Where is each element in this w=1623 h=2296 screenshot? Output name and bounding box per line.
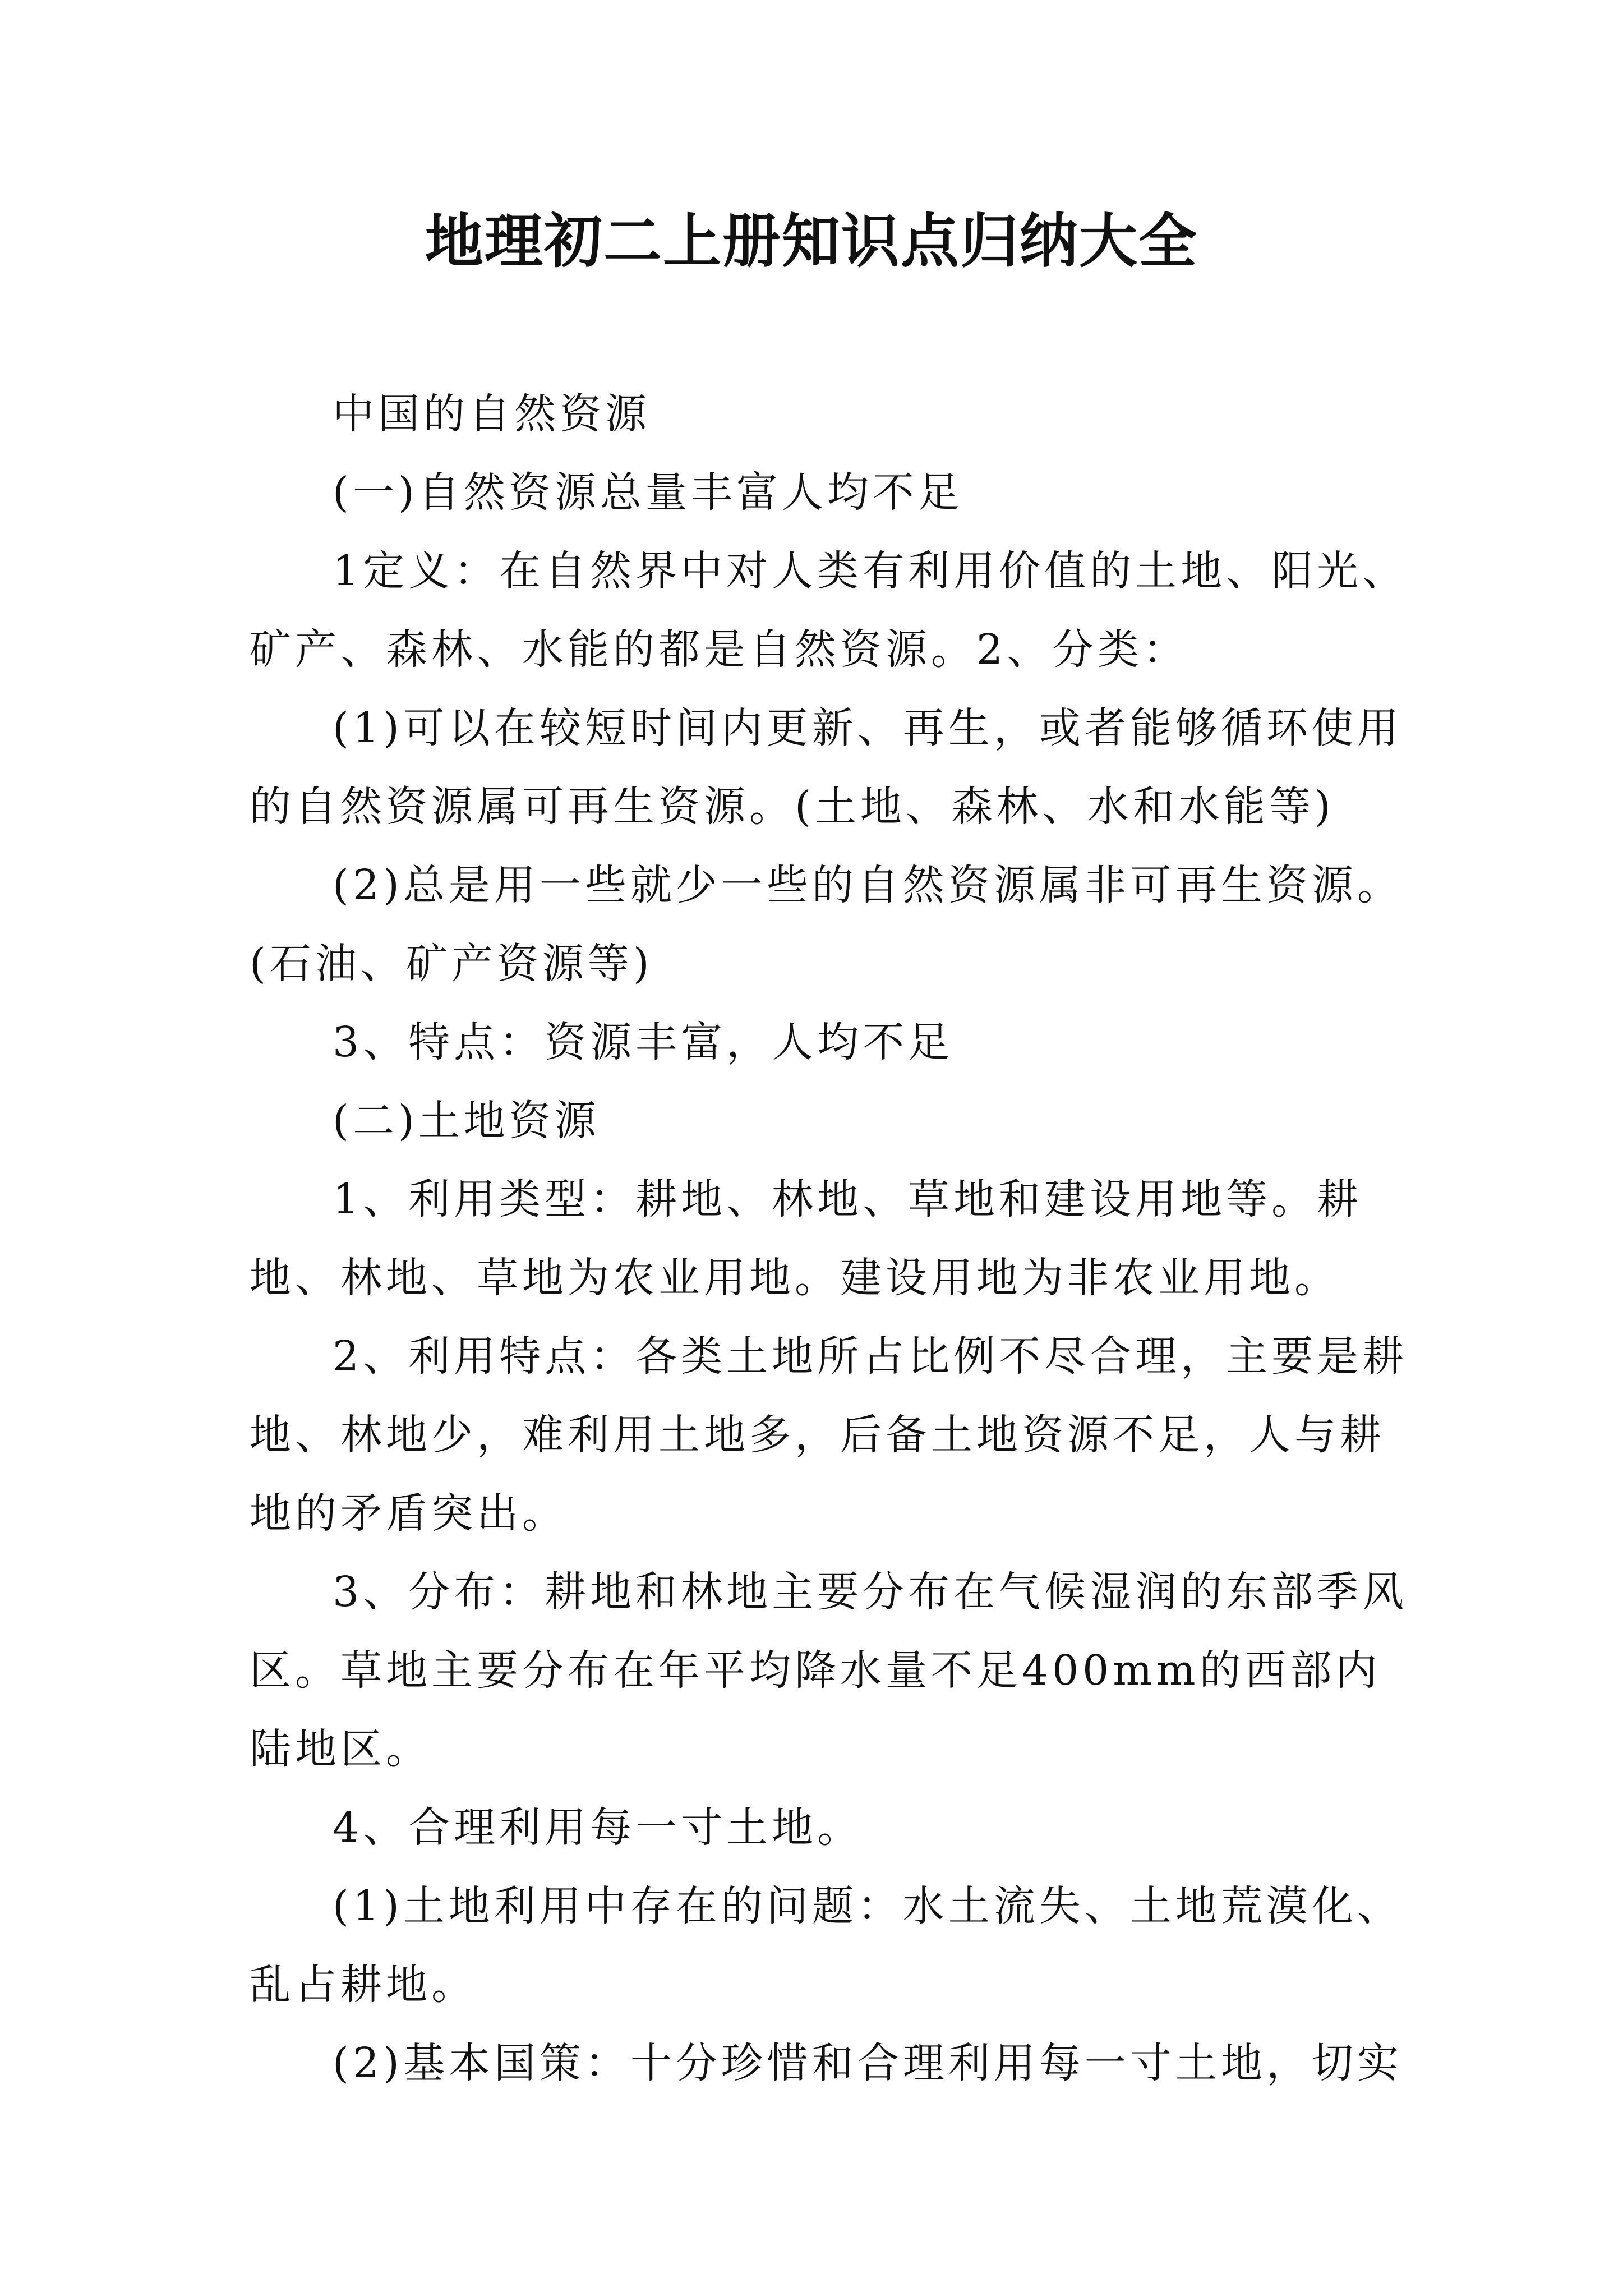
paragraph-renewable: (1)可以在较短时间内更新、再生，或者能够循环使用的自然资源属可再生资源。(土地、森林、水和水能等): [250, 704, 1403, 831]
paragraph-subheading-2: (二)土地资源: [333, 1097, 600, 1145]
paragraph-land-problems: (1)土地利用中存在的问题：水土流失、土地荒漠化、乱占耕地。: [250, 1882, 1403, 2009]
paragraph-nonrenewable: (2)总是用一些就少一些的自然资源属非可再生资源。(石油、矿产资源等): [250, 861, 1403, 988]
paragraph-subheading-1: (一)自然资源总量丰富人均不足: [333, 468, 963, 517]
paragraph-section-heading: 中国的自然资源: [333, 390, 651, 438]
paragraph-land-distribution: 3、分布：耕地和林地主要分布在气候湿润的东部季风区。草地主要分布在年平均降水量不足400mm的西部内陆地区。: [250, 1568, 1408, 1773]
paragraph-rational-use: 4、合理利用每一寸土地。: [333, 1803, 863, 1852]
paragraph-land-characteristics: 2、利用特点：各类土地所占比例不尽合理，主要是耕地、林地少，难利用土地多，后备土地资源不足，人与耕地的矛盾突出。: [250, 1332, 1408, 1538]
paragraph-land-types: 1、利用类型：耕地、林地、草地和建设用地等。耕地、林地、草地为农业用地。建设用地为非农业用地。: [250, 1175, 1363, 1302]
paragraph-basic-policy: (2)基本国策：十分珍惜和合理利用每一寸土地，切实: [333, 2039, 1403, 2087]
document-body: [250, 375, 1416, 2102]
paragraph-features: 3、特点：资源丰富，人均不足: [333, 1018, 954, 1066]
paragraph-definition: 1定义：在自然界中对人类有利用价值的土地、阳光、矿产、森林、水能的都是自然资源。2、分类：: [250, 547, 1408, 674]
document-title: 地理初二上册知识点归纳大全: [425, 206, 1198, 275]
